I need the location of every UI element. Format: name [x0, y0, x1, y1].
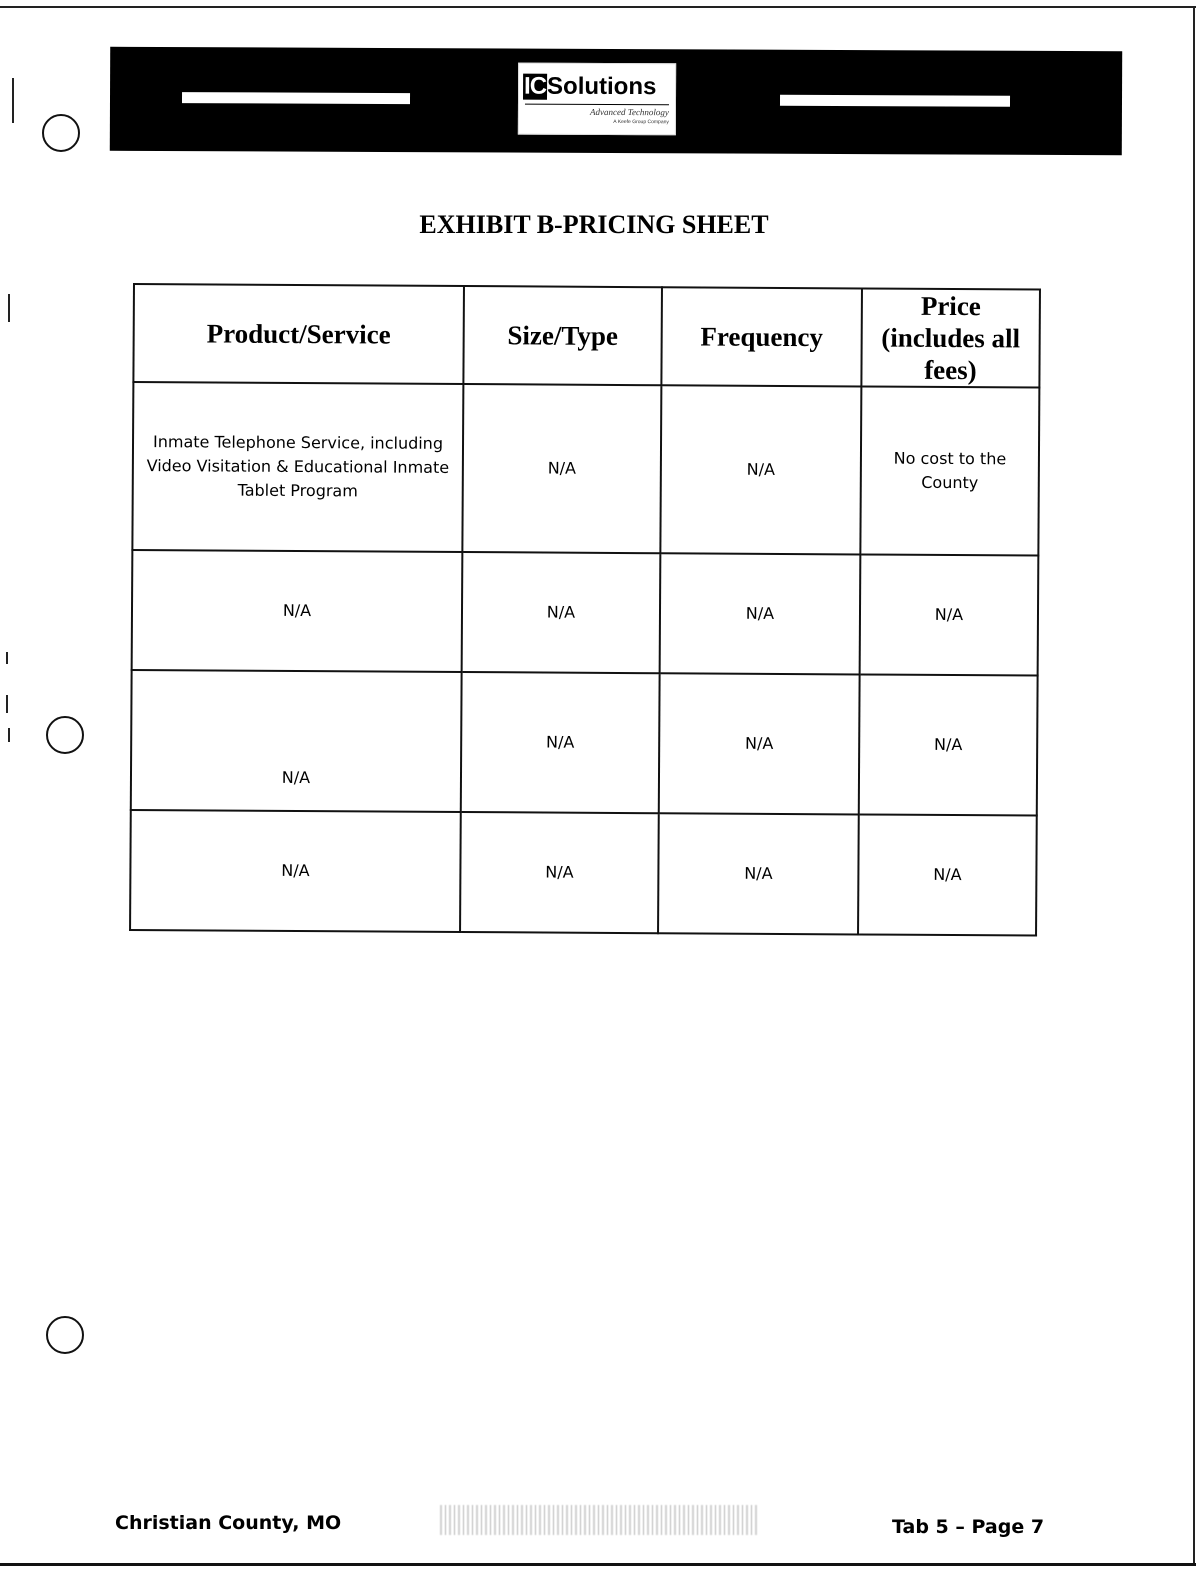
table-row: [130, 810, 1037, 936]
header-bar-left: [182, 92, 410, 104]
company-logo: [518, 63, 676, 136]
column-header-frequency: Frequency: [661, 287, 862, 386]
table-cell: N/A: [461, 672, 660, 813]
scan-mark: [6, 695, 8, 713]
column-header-size-type: Size/Type: [463, 286, 662, 385]
footer-page-number: Tab 5 – Page 7: [892, 1516, 1045, 1538]
table-cell: N/A: [660, 553, 861, 674]
page-title: EXHIBIT B-PRICING SHEET: [419, 210, 769, 239]
table-cell: N/A: [660, 385, 861, 554]
table-cell: N/A: [658, 813, 859, 934]
page-border-top: [0, 6, 1196, 8]
table-cell: N/A: [858, 814, 1037, 935]
logo-rule: [525, 104, 669, 106]
page-border-right: [1193, 6, 1195, 1566]
logo-solutions: Solutions: [547, 72, 657, 101]
table-cell: Inmate Telephone Service, including Video Visitation & Educational Inmate Tablet Program: [132, 382, 463, 552]
logo-wordmark: [523, 74, 656, 101]
table-cell: N/A: [131, 670, 462, 812]
scan-mark: [6, 652, 8, 664]
table-row: [132, 382, 1039, 556]
column-header-price: Price (includes all fees): [861, 288, 1040, 387]
column-header-product-service: Product/Service: [133, 284, 464, 384]
page-border-bottom: [0, 1563, 1196, 1566]
pricing-table: [129, 283, 1041, 937]
binder-hole-top-icon: [42, 114, 80, 152]
logo-subtagline: A Keefe Group Company: [613, 118, 669, 126]
scan-mark: [8, 728, 10, 742]
header-band: [110, 47, 1122, 155]
table-cell: N/A: [130, 810, 461, 932]
table-header-row: [133, 284, 1040, 388]
scan-mark: [12, 78, 14, 123]
table-row: [131, 670, 1038, 816]
scan-mark: [8, 294, 10, 322]
binder-hole-bottom-icon: [46, 1316, 84, 1354]
logo-tagline: Advanced Technology: [590, 106, 669, 118]
header-bar-right: [780, 95, 1010, 107]
table-cell: N/A: [860, 554, 1039, 675]
table-cell: N/A: [659, 673, 860, 814]
table-cell: N/A: [132, 550, 463, 672]
table-cell: N/A: [462, 552, 661, 673]
table-row: [132, 550, 1039, 676]
table-cell: N/A: [460, 812, 659, 933]
binder-hole-middle-icon: [46, 716, 84, 754]
table-cell: N/A: [859, 674, 1038, 815]
logo-ic: IC: [524, 72, 547, 100]
footer-county: Christian County, MO: [115, 1512, 342, 1534]
footer-scan-smudge: [440, 1505, 760, 1535]
table-cell: No cost to the County: [860, 386, 1039, 555]
table-cell: N/A: [462, 384, 661, 553]
